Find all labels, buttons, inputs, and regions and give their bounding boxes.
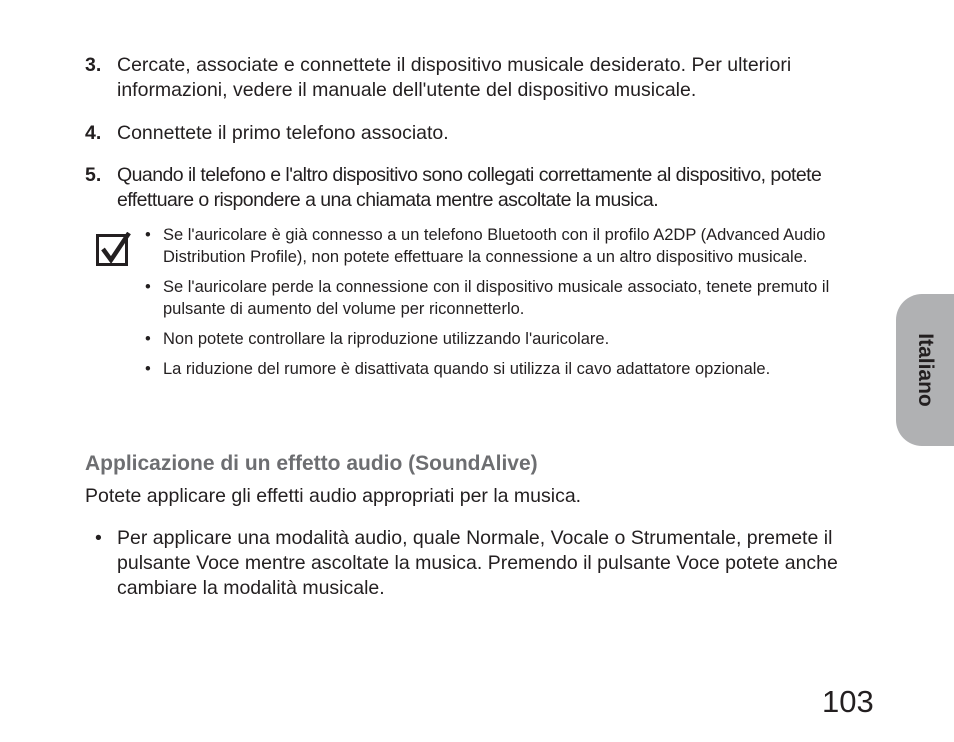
- bullet-icon: •: [145, 330, 151, 348]
- step-3: [85, 53, 875, 103]
- language-tab: [896, 294, 954, 446]
- step-number: 5.: [85, 164, 102, 186]
- bullet-icon: •: [145, 278, 151, 296]
- note-item: [145, 328, 865, 350]
- step-number: 3.: [85, 54, 102, 76]
- checkbox-note-icon: [96, 232, 132, 268]
- section-bullet-text: Per applicare una modalità audio, quale Normale, Vocale o Strumentale, premete il pulsante Voce mentre ascoltate la musica. Premendo il pulsante Voce potete anche cambiare la modalità musicale.: [117, 527, 838, 599]
- bullet-icon: •: [145, 226, 151, 244]
- step-number: 4.: [85, 122, 102, 144]
- step-5: [85, 163, 875, 213]
- bullet-icon: •: [145, 360, 151, 378]
- step-text: Quando il telefono e l'altro dispositivo sono collegati correttamente al dispositivo, potete effettuare o rispondere a una chiamata mentre ascoltate la musica.: [117, 164, 822, 211]
- step-4: [85, 121, 875, 146]
- language-tab-label: Italiano: [914, 333, 937, 407]
- step-text: Cercate, associate e connettete il dispositivo musicale desiderato. Per ulteriori informazioni, vedere il manuale dell'utente del dispositivo musicale.: [117, 54, 792, 101]
- section-bullet: [95, 526, 875, 601]
- note-list: [145, 224, 865, 388]
- note-text: La riduzione del rumore è disattivata quando si utilizza il cavo adattatore opzionale.: [163, 360, 771, 378]
- page-number: 103: [822, 684, 874, 719]
- note-item: [145, 224, 865, 268]
- note-text: Se l'auricolare è già connesso a un telefono Bluetooth con il profilo A2DP (Advanced Audio Distribution Profile), non potete effettuare la connessione a un altro dispositivo musicale.: [163, 226, 826, 266]
- section-heading: Applicazione di un effetto audio (SoundAlive): [85, 452, 538, 475]
- note-text: Se l'auricolare perde la connessione con il dispositivo musicale associato, tenete premuto il pulsante di aumento del volume per riconnetterlo.: [163, 278, 830, 318]
- section-intro: Potete applicare gli effetti audio appropriati per la musica.: [85, 485, 582, 507]
- step-text: Connettete il primo telefono associato.: [117, 122, 449, 144]
- note-item: [145, 276, 865, 320]
- note-text: Non potete controllare la riproduzione utilizzando l'auricolare.: [163, 330, 610, 348]
- note-item: [145, 358, 865, 380]
- bullet-icon: •: [95, 527, 102, 549]
